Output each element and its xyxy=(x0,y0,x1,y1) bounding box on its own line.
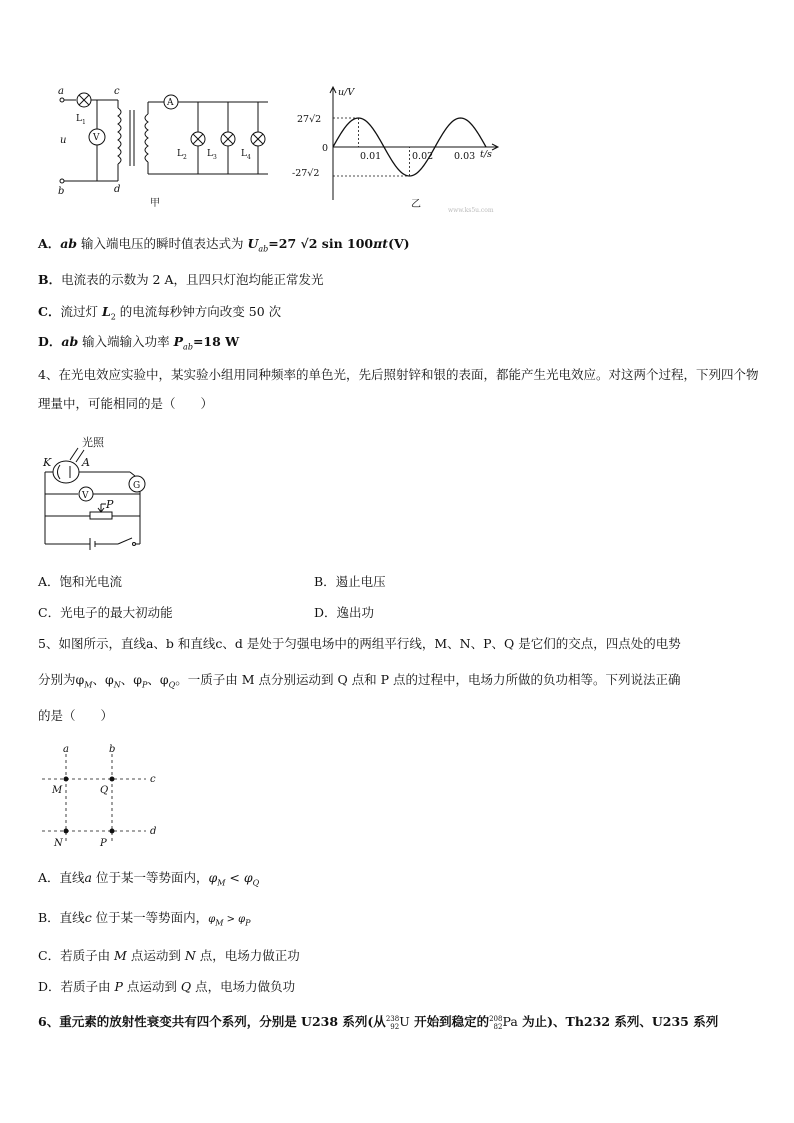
label-p: P xyxy=(100,838,107,849)
x-tick-0.02: 0.02 xyxy=(412,151,434,162)
q5-stem-line-3: 的是（ ） xyxy=(38,708,114,723)
q4-stem: 4、在光电效应实验中，某实验小组用同种频率的单色光，先后照射锌和银的表面，都能产生光电效应。对这两个过程，下列四个物理量中，可能相同的是（ ） xyxy=(38,367,759,411)
phototube-icon xyxy=(53,461,79,483)
light-label: 光照 xyxy=(82,436,104,449)
figure-jia-caption: 甲 xyxy=(150,198,160,209)
label-q: Q xyxy=(100,785,109,796)
point-m xyxy=(64,777,69,782)
q5-stem-line-2: 分别为$\varphi_M$、$\varphi_N$、$\varphi_P$、$\varphi_Q$。一质子由 M 点分别运动到 Q 点和 P 点的过程中，电场力所做的负功相等。下列说法正确 xyxy=(38,672,681,690)
label-line-a: a xyxy=(63,744,69,755)
label-a: a xyxy=(58,86,64,97)
label-m: M xyxy=(52,785,63,796)
label-d: d xyxy=(114,184,121,195)
q4-option-d: D．逸出功 xyxy=(314,605,375,620)
figure-field-lines xyxy=(40,742,170,850)
label-n: N xyxy=(54,838,63,849)
svg-text:L1: $L_1$ xyxy=(76,114,86,126)
u238-nuclide: 238 92 xyxy=(385,1014,400,1031)
lamp-l1-icon xyxy=(77,93,91,107)
point-p xyxy=(110,829,115,834)
q4-option-b: B．遏止电压 xyxy=(314,574,386,589)
q3-option-b: B．电流表的示数为 2 A，且四只灯泡均能正常发光 xyxy=(38,272,324,287)
figure-yi-caption: 乙 xyxy=(411,199,421,210)
watermark: www.ks5u.com xyxy=(448,207,494,214)
rheostat-icon xyxy=(90,512,112,519)
y-tick-bottom: -27√2 xyxy=(292,168,320,179)
q3-option-c: C．流过灯 $L_2$ 的电流每秒钟方向改变 50 次 xyxy=(38,304,282,322)
terminal-a xyxy=(60,98,64,102)
label-b: b xyxy=(58,186,65,197)
lamp-l3-label: L xyxy=(207,149,213,159)
ammeter-label: A xyxy=(167,98,174,108)
switch-icon xyxy=(118,538,132,544)
point-n xyxy=(64,829,69,834)
label-line-c: c xyxy=(150,774,156,785)
q6-stem: 6、重元素的放射性衰变共有四个系列，分别是 U238 系列(从238 92U 开始到稳定的208 82Pa 为止)、Th232 系列、U235 系列 xyxy=(38,1014,719,1031)
x-tick-0.01: 0.01 xyxy=(360,151,382,162)
y-axis-label: u/V xyxy=(338,87,355,98)
terminal-b xyxy=(60,179,64,183)
figure-photoelectric-circuit xyxy=(40,432,160,552)
x-axis-label: t/s xyxy=(480,149,492,160)
svg-text:L3: $L_3$ xyxy=(207,149,217,161)
label-a: A xyxy=(82,456,90,469)
q5-option-b: B．直线c 位于某一等势面内，$\varphi_M > \varphi_P$ xyxy=(38,910,251,928)
q4-option-a: A．饱和光电流 xyxy=(38,574,123,589)
label-u: u xyxy=(60,135,67,146)
svg-text:L2: $L_2$ xyxy=(177,149,187,161)
lamp-l4-icon xyxy=(251,132,265,146)
lamp-l4-label: L xyxy=(241,149,247,159)
q3-option-d: D．ab 输入端输入功率 $P_{ab}=18$ W xyxy=(38,334,240,352)
label-line-b: b xyxy=(109,744,116,755)
q5-option-a: A．直线a 位于某一等势面内，$\varphi_M < \varphi_Q$ xyxy=(38,870,260,888)
q5-option-c: C．若质子由 M 点运动到 N 点，电场力做正功 xyxy=(38,948,300,963)
label-c: c xyxy=(114,86,120,97)
lamp-l1-label: L xyxy=(76,114,82,124)
y-tick-top: 27√2 xyxy=(297,114,322,125)
lamp-l3-icon xyxy=(221,132,235,146)
figure-yi-chart xyxy=(288,82,520,214)
svg-text:L4: $L_4$ xyxy=(241,149,251,161)
q5-stem-line-1: 5、如图所示，直线a、b 和直线c、d 是处于匀强电场中的两组平行线，M、N、P、Q 是它们的交点，四点处的电势 xyxy=(38,636,681,651)
pb208-nuclide: 208 82 xyxy=(489,1014,503,1031)
figure-jia-circuit xyxy=(40,84,280,209)
q3-option-a: A．ab 输入端电压的瞬时值表达式为 $U_{ab}=27$ √2 sin 100πt(V) xyxy=(38,236,410,254)
point-q xyxy=(110,777,115,782)
q4-option-c: C．光电子的最大初动能 xyxy=(38,605,173,620)
galvanometer-label: G xyxy=(133,481,141,491)
label-line-d: d xyxy=(150,826,157,837)
voltmeter-label: V xyxy=(93,133,100,143)
label-k: K xyxy=(43,456,52,469)
q5-option-d: D．若质子由 P 点运动到 Q 点，电场力做负功 xyxy=(38,979,296,994)
y-tick-zero: 0 xyxy=(322,143,329,154)
voltmeter-label: V xyxy=(82,491,89,501)
lamp-l2-icon xyxy=(191,132,205,146)
x-tick-0.03: 0.03 xyxy=(454,151,476,162)
lamp-l2-label: L xyxy=(177,149,183,159)
light-arrow-1 xyxy=(70,448,78,460)
label-p: P xyxy=(106,498,114,511)
